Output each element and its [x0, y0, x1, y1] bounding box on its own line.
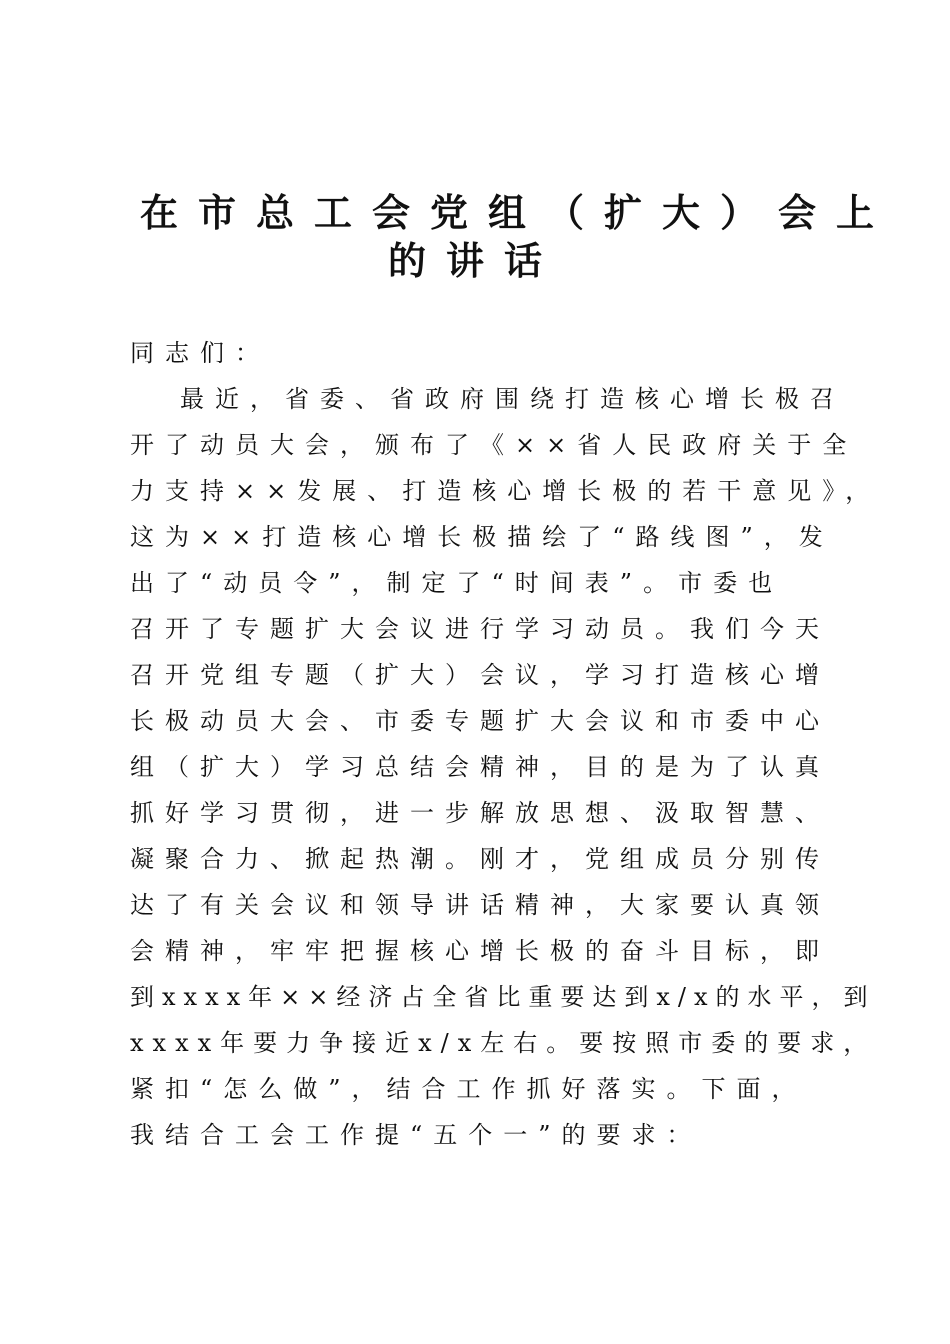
body-line: 开了动员大会，颁布了《××省人民政府关于全 [130, 431, 858, 459]
body-line: 最近，省委、省政府围绕打造核心增长极召 [180, 385, 845, 413]
body-line: 组（扩大）学习总结会精神，目的是为了认真 [130, 753, 830, 781]
body-line: 出了“动员令”，制定了“时间表”。市委也 [130, 569, 784, 597]
body-line: 凝聚合力、掀起热潮。刚才，党组成员分别传 [130, 845, 830, 873]
body-line: 到xxxx年××经济占全省比重要达到x/x的水平，到 [130, 983, 876, 1011]
body-line: 抓好学习贯彻，进一步解放思想、汲取智慧、 [130, 799, 830, 827]
salutation: 同志们： [130, 339, 270, 367]
body-line: 紧扣“怎么做”，结合工作抓好落实。下面， [130, 1075, 807, 1103]
body-line: xxxx年要力争接近x/x左右。要按照市委的要求， [130, 1029, 877, 1057]
body-line: 达了有关会议和领导讲话精神，大家要认真领 [130, 891, 830, 919]
body-line: 这为××打造核心增长极描绘了“路线图”，发 [130, 523, 834, 551]
body-line: 召开了专题扩大会议进行学习动员。我们今天 [130, 615, 830, 643]
body-line: 召开党组专题（扩大）会议，学习打造核心增 [130, 661, 830, 689]
body-line: 力支持××发展、打造核心增长极的若干意见》， [130, 477, 881, 505]
body-line: 长极动员大会、市委专题扩大会议和市委中心 [130, 707, 830, 735]
body-line: 会精神，牢牢把握核心增长极的奋斗目标，即 [130, 937, 830, 965]
document-title-line-1: 在市总工会党组（扩大）会上 [140, 190, 895, 235]
document-title-line-2: 的讲话 [387, 238, 562, 283]
body-line: 我结合工会工作提“五个一”的要求： [130, 1121, 702, 1149]
